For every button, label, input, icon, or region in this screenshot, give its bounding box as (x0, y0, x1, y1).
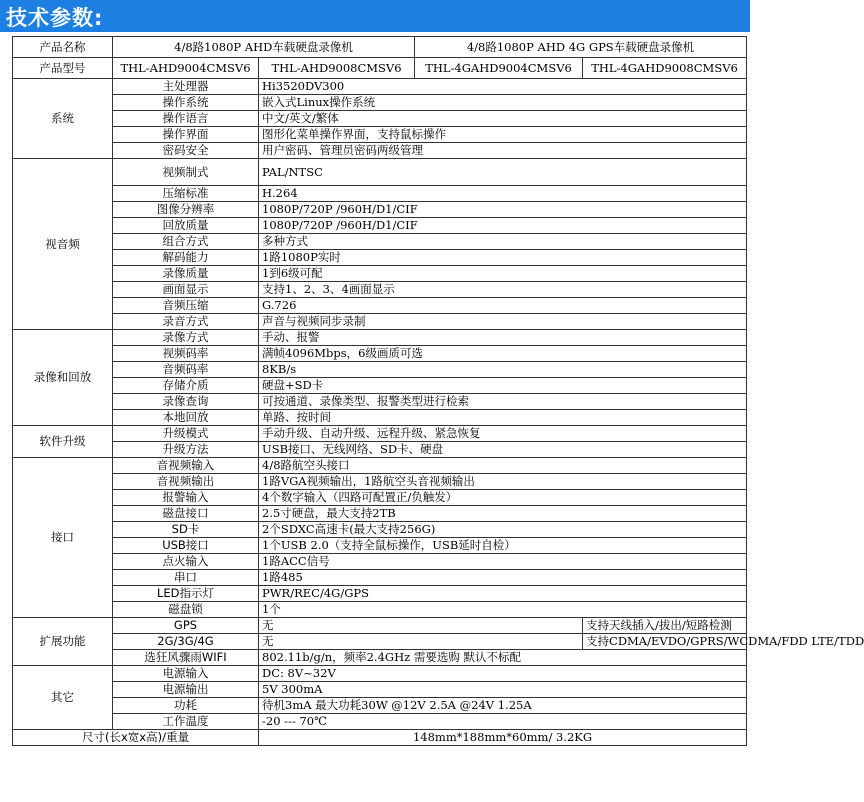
spec-key: SD卡 (113, 522, 259, 538)
spec-key: 画面显示 (113, 282, 259, 298)
spec-value: 2.5寸硬盘，最大支持2TB (259, 506, 747, 522)
spec-value: 1个 (259, 602, 747, 618)
table-row (13, 202, 747, 218)
category-ext: 扩展功能 (13, 618, 113, 666)
table-row (13, 634, 747, 650)
spec-value-4g: 支持天线插入/拔出/短路检测 (583, 618, 747, 634)
size-weight-value: 148mm*188mm*60mm/ 3.2KG (259, 730, 747, 746)
spec-value: 满帧4096Mbps，6级画质可选 (259, 346, 747, 362)
table-row (13, 79, 747, 95)
spec-key: 升级模式 (113, 426, 259, 442)
spec-key: 串口 (113, 570, 259, 586)
table-row (13, 474, 747, 490)
spec-value: 5V 300mA (259, 682, 747, 698)
model-2: THL-AHD9008CMSV6 (259, 58, 415, 79)
spec-value: H.264 (259, 186, 747, 202)
spec-value: 手动升级、自动升级、远程升级、紧急恢复 (259, 426, 747, 442)
spec-value: 8KB/s (259, 362, 747, 378)
product-name-b: 4/8路1080P AHD 4G GPS车载硬盘录像机 (415, 37, 747, 58)
spec-value: 2个SDXC高速卡(最大支持256G) (259, 522, 747, 538)
spec-value: 支持1、2、3、4画面显示 (259, 282, 747, 298)
spec-key: LED指示灯 (113, 586, 259, 602)
spec-value: 1080P/720P /960H/D1/CIF (259, 202, 747, 218)
spec-value: 1路485 (259, 570, 747, 586)
spec-value: 硬盘+SD卡 (259, 378, 747, 394)
table-row (13, 698, 747, 714)
table-row (13, 730, 747, 746)
spec-key: 升级方法 (113, 442, 259, 458)
spec-value: 1路1080P实时 (259, 250, 747, 266)
spec-value: DC: 8V~32V (259, 666, 747, 682)
table-row (13, 490, 747, 506)
spec-key: 电源输入 (113, 666, 259, 682)
spec-value: -20 --- 70℃ (259, 714, 747, 730)
spec-value: 1080P/720P /960H/D1/CIF (259, 218, 747, 234)
spec-value: PWR/REC/4G/GPS (259, 586, 747, 602)
spec-key: 图像分辨率 (113, 202, 259, 218)
table-row (13, 95, 747, 111)
spec-key: 视频码率 (113, 346, 259, 362)
table-row (13, 618, 747, 634)
category-other: 其它 (13, 666, 113, 730)
spec-key: 操作语言 (113, 111, 259, 127)
table-row (13, 410, 747, 426)
spec-key: 2G/3G/4G (113, 634, 259, 650)
table-row (13, 282, 747, 298)
spec-key: 组合方式 (113, 234, 259, 250)
spec-value-4g: 支持CDMA/EVDO/GPRS/WCDMA/FDD LTE/TDD (583, 634, 747, 650)
spec-key: 视频制式 (113, 159, 259, 186)
spec-key: 报警输入 (113, 490, 259, 506)
spec-key: 密码安全 (113, 143, 259, 159)
table-row (13, 602, 747, 618)
model-1: THL-AHD9004CMSV6 (113, 58, 259, 79)
spec-value: USB接口、无线网络、SD卡、硬盘 (259, 442, 747, 458)
table-row (13, 682, 747, 698)
spec-key: 存储介质 (113, 378, 259, 394)
table-row (13, 234, 747, 250)
spec-key: 压缩标准 (113, 186, 259, 202)
spec-value: 多种方式 (259, 234, 747, 250)
table-row (13, 394, 747, 410)
spec-key: 解码能力 (113, 250, 259, 266)
category-system: 系统 (13, 79, 113, 159)
spec-key: 音视频输出 (113, 474, 259, 490)
table-row (13, 714, 747, 730)
spec-key: 回放质量 (113, 218, 259, 234)
table-row (13, 650, 747, 666)
category-upgrade: 软件升级 (13, 426, 113, 458)
table-row (13, 362, 747, 378)
product-name-row (13, 37, 747, 58)
table-row (13, 314, 747, 330)
spec-value: 用户密码、管理员密码两级管理 (259, 143, 747, 159)
spec-value: 1路ACC信号 (259, 554, 747, 570)
product-name-a: 4/8路1080P AHD车载硬盘录像机 (113, 37, 415, 58)
table-row (13, 159, 747, 186)
spec-key: 录音方式 (113, 314, 259, 330)
table-row (13, 522, 747, 538)
table-row (13, 330, 747, 346)
spec-key: GPS (113, 618, 259, 634)
spec-value: 图形化菜单操作界面，支持鼠标操作 (259, 127, 747, 143)
spec-value: 嵌入式Linux操作系统 (259, 95, 747, 111)
table-row (13, 218, 747, 234)
spec-key: 磁盘锁 (113, 602, 259, 618)
table-row (13, 442, 747, 458)
spec-key: 录像方式 (113, 330, 259, 346)
spec-value: 声音与视频同步录制 (259, 314, 747, 330)
table-row (13, 250, 747, 266)
spec-value: 802.11b/g/n，频率2.4GHz 需要选购 默认不标配 (259, 650, 747, 666)
spec-key: 音视频输入 (113, 458, 259, 474)
title-banner (0, 0, 750, 32)
spec-value: 单路、按时间 (259, 410, 747, 426)
model-4: THL-4GAHD9008CMSV6 (583, 58, 747, 79)
table-row (13, 186, 747, 202)
spec-value: 中文/英文/繁体 (259, 111, 747, 127)
spec-key: USB接口 (113, 538, 259, 554)
spec-key: 工作温度 (113, 714, 259, 730)
spec-value: 可按通道、录像类型、报警类型进行检索 (259, 394, 747, 410)
table-row (13, 127, 747, 143)
table-row (13, 586, 747, 602)
spec-key: 本地回放 (113, 410, 259, 426)
spec-table (12, 36, 864, 746)
table-row (13, 346, 747, 362)
spec-key: 主处理器 (113, 79, 259, 95)
spec-key: 音频压缩 (113, 298, 259, 314)
table-row (13, 538, 747, 554)
spec-value: 1路VGA视频输出，1路航空头音视频输出 (259, 474, 747, 490)
spec-value: G.726 (259, 298, 747, 314)
table-row (13, 378, 747, 394)
spec-value: 无 (259, 634, 583, 650)
model-3: THL-4GAHD9004CMSV6 (415, 58, 583, 79)
spec-key: 音频码率 (113, 362, 259, 378)
table-row (13, 570, 747, 586)
spec-key: 电源输出 (113, 682, 259, 698)
spec-value: 无 (259, 618, 583, 634)
spec-key: 点火输入 (113, 554, 259, 570)
spec-value: 手动、报警 (259, 330, 747, 346)
product-model-row (13, 58, 747, 79)
spec-key: 磁盘接口 (113, 506, 259, 522)
table-row (13, 458, 747, 474)
spec-key: 录像质量 (113, 266, 259, 282)
table-row (13, 111, 747, 127)
table-row (13, 666, 747, 682)
spec-key: 选狂风骤雨WIFI (113, 650, 259, 666)
spec-value: 4个数字输入（四路可配置正/负触发） (259, 490, 747, 506)
product-name-label: 产品名称 (13, 37, 113, 58)
size-weight-label: 尺寸(长x宽x高)/重量 (13, 730, 259, 746)
spec-key: 操作界面 (113, 127, 259, 143)
spec-value: PAL/NTSC (259, 159, 747, 186)
spec-value: 1个USB 2.0（支持全鼠标操作，USB延时自检） (259, 538, 747, 554)
spec-key: 功耗 (113, 698, 259, 714)
category-av: 视音频 (13, 159, 113, 330)
page-title: 技术参数: (6, 6, 104, 30)
table-row (13, 506, 747, 522)
table-row (13, 266, 747, 282)
table-row (13, 554, 747, 570)
table-row (13, 298, 747, 314)
table-row (13, 426, 747, 442)
category-record: 录像和回放 (13, 330, 113, 426)
spec-value: 待机3mA 最大功耗30W @12V 2.5A @24V 1.25A (259, 698, 747, 714)
spec-value: Hi3520DV300 (259, 79, 747, 95)
spec-key: 录像查询 (113, 394, 259, 410)
table-row (13, 143, 747, 159)
category-ports: 接口 (13, 458, 113, 618)
spec-key: 操作系统 (113, 95, 259, 111)
product-model-label: 产品型号 (13, 58, 113, 79)
spec-value: 4/8路航空头接口 (259, 458, 747, 474)
spec-value: 1到6级可配 (259, 266, 747, 282)
